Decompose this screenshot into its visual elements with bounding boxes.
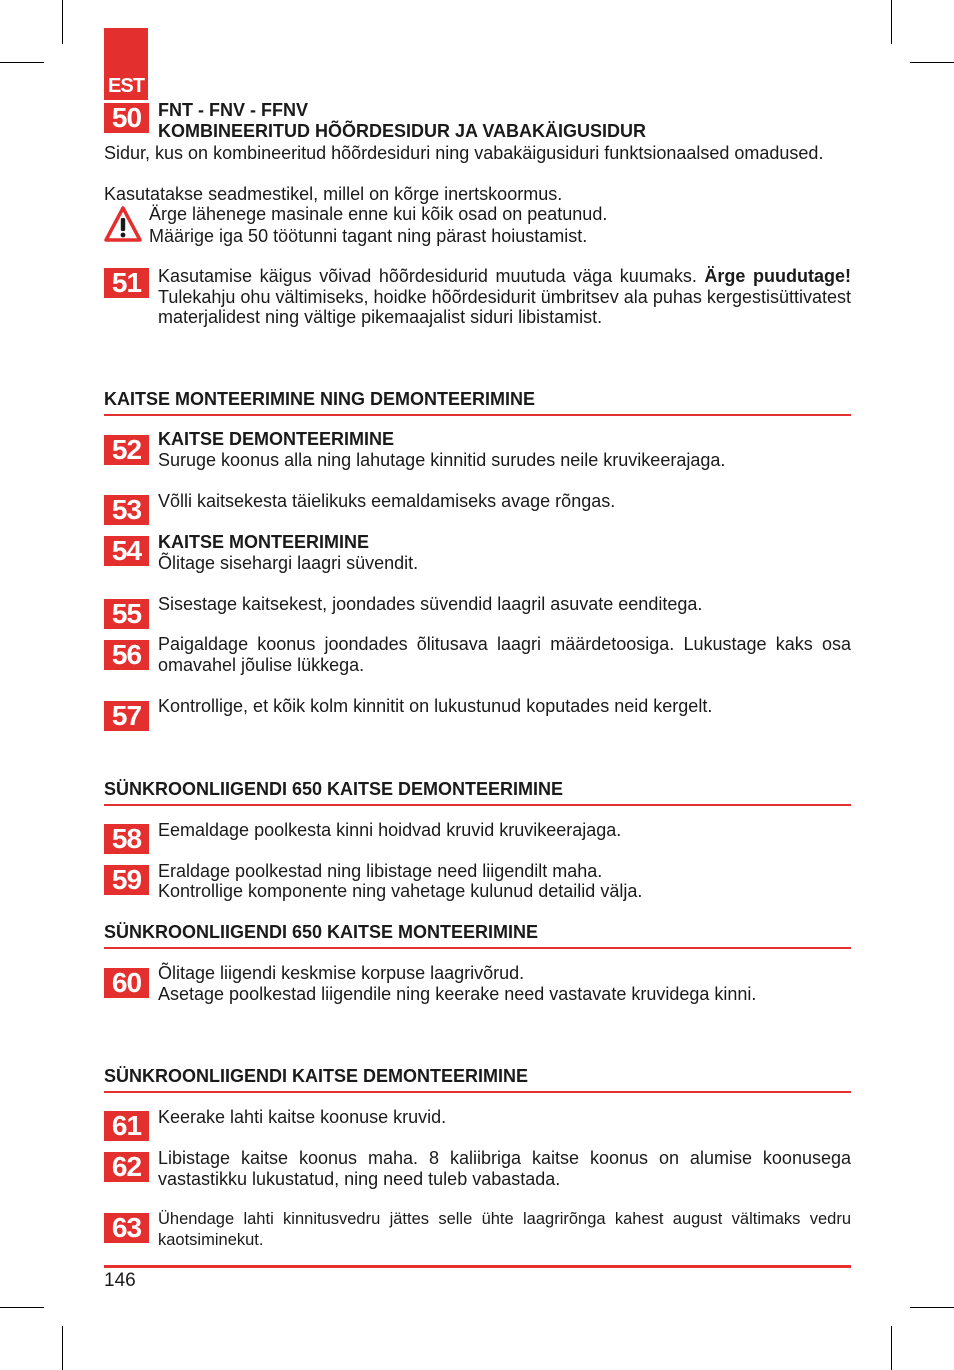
- paragraph: Libistage kaitse koonus maha. 8 kaliibriga kaitse koonus on alumise koonusega vastastikku lukustatud, ning need tuleb vabastada.: [158, 1148, 851, 1189]
- step-number-54: 54: [104, 536, 149, 566]
- paragraph: Õlitage sisehargi laagri süvendit.: [158, 553, 419, 573]
- emphasis-text: Ärge puudutage!: [704, 266, 852, 286]
- warning-text: Ärge lähenege masinale enne kui kõik osad on peatunud.: [149, 204, 608, 224]
- step-number-63: 63: [104, 1213, 149, 1243]
- paragraph: Ühendage lahti kinnitusvedru jättes selle ühte laagrirõnga kahest august vältimaks vedru kaotsiminekut.: [158, 1210, 851, 1249]
- step-number-61: 61: [104, 1111, 149, 1141]
- step-number-56: 56: [104, 640, 149, 670]
- paragraph: Võlli kaitsekesta täielikuks eemaldamiseks avage rõngas.: [158, 491, 616, 511]
- warning-text: Määrige iga 50 töötunni tagant ning pärast hoiustamist.: [149, 226, 588, 246]
- paragraph: Kasutatakse seadmestikel, millel on kõrge inertskoormus.: [104, 184, 563, 204]
- section-title: KAITSE DEMONTEERIMINE: [158, 429, 395, 449]
- step-number-62: 62: [104, 1152, 149, 1182]
- paragraph: Kontrollige komponente ning vahetage kulunud detailid välja.: [158, 881, 643, 901]
- paragraph: Suruge koonus alla ning lahutage kinnitid surudes neile kruvikeerajaga.: [158, 450, 726, 470]
- section-title: KAITSE MONTEERIMINE: [158, 532, 370, 552]
- crop-mark: [910, 62, 954, 63]
- step-number-57: 57: [104, 701, 149, 731]
- step-number-50: 50: [104, 103, 149, 133]
- step-number-53: 53: [104, 495, 149, 525]
- warning-triangle-icon: [104, 205, 142, 243]
- section-heading: SÜNKROONLIIGENDI 650 KAITSE DEMONTEERIMINE: [104, 778, 851, 806]
- section-title: KOMBINEERITUD HÕÕRDESIDUR JA VABAKÄIGUSIDUR: [158, 121, 647, 141]
- section-title: FNT - FNV - FFNV: [158, 100, 308, 120]
- footer-divider: [104, 1265, 851, 1268]
- crop-mark: [62, 0, 63, 44]
- paragraph: Asetage poolkestad liigendile ning keerake need vastavate kruvidega kinni.: [158, 984, 757, 1004]
- section-heading: KAITSE MONTEERIMINE NING DEMONTEERIMINE: [104, 388, 851, 416]
- step-number-52: 52: [104, 435, 149, 465]
- crop-mark: [0, 62, 44, 63]
- crop-mark: [62, 1326, 63, 1370]
- section-heading: SÜNKROONLIIGENDI 650 KAITSE MONTEERIMINE: [104, 921, 851, 949]
- language-label: EST: [108, 75, 144, 97]
- paragraph: Õlitage liigendi keskmise korpuse laagrivõrud.: [158, 963, 525, 983]
- crop-mark: [910, 1307, 954, 1308]
- paragraph: [158, 266, 851, 328]
- paragraph: Kontrollige, et kõik kolm kinnitit on lukustunud koputades neid kergelt.: [158, 696, 713, 716]
- crop-mark: [891, 0, 892, 44]
- step-number-51: 51: [104, 268, 149, 298]
- page-number: 146: [104, 1270, 136, 1291]
- crop-mark: [891, 1326, 892, 1370]
- step-number-58: 58: [104, 824, 149, 854]
- text-part: Kasutamise käigus võivad hõõrdesidurid muutuda väga kuumaks.: [158, 266, 705, 286]
- paragraph: Keerake lahti kaitse koonuse kruvid.: [158, 1107, 447, 1127]
- text-part: Tulekahju ohu vältimiseks, hoidke hõõrdesidurit ümbritsev ala puhas kergestisüttivatest materjalidest ning vältige pikemaajalist siduri libistamist.: [158, 286, 851, 327]
- paragraph: Eemaldage poolkesta kinni hoidvad kruvid kruvikeerajaga.: [158, 820, 622, 840]
- step-number-60: 60: [104, 968, 149, 998]
- paragraph: Eraldage poolkestad ning libistage need liigendilt maha.: [158, 861, 603, 881]
- paragraph: Sidur, kus on kombineeritud hõõrdesiduri ning vabakäigusiduri funktsionaalsed omadused.: [104, 143, 824, 163]
- crop-mark: [0, 1307, 44, 1308]
- paragraph: Paigaldage koonus joondades õlitusava laagri määrdetoosiga. Lukustage kaks osa omavahel jõulise lükkega.: [158, 634, 851, 675]
- step-number-55: 55: [104, 599, 149, 629]
- language-tab: [104, 28, 148, 100]
- section-heading: SÜNKROONLIIGENDI KAITSE DEMONTEERIMINE: [104, 1065, 851, 1093]
- step-number-59: 59: [104, 865, 149, 895]
- paragraph: Sisestage kaitsekest, joondades süvendid laagril asuvate eenditega.: [158, 594, 703, 614]
